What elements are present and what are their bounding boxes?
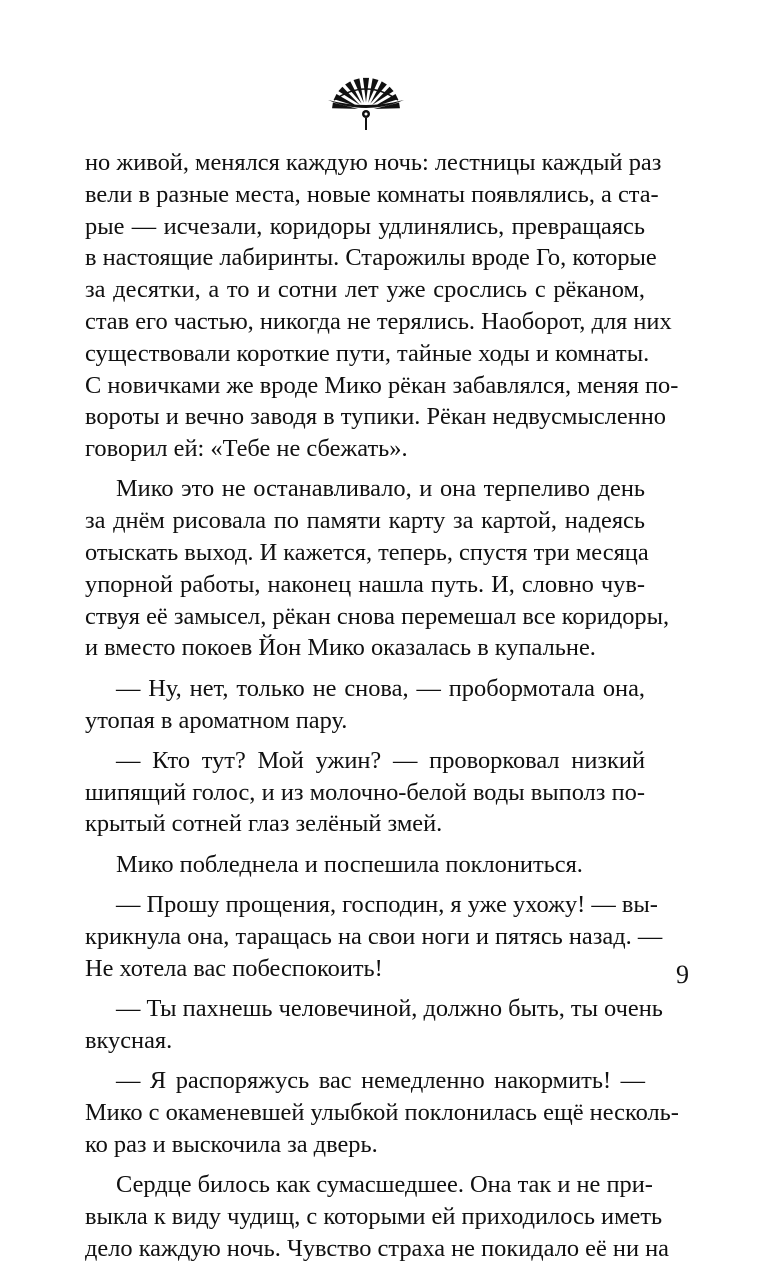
folding-fan-icon [324,70,408,132]
text-line: — Прошу прощения, господин, я уже ухожу! — вы- [85,889,645,921]
text-line: за днём рисовала по памяти карту за картой, надеясь [85,505,645,537]
paragraph-gap [85,840,645,849]
book-text [85,147,645,1264]
page-number: 9 [676,960,689,990]
text-line: — Я распоряжусь вас немедленно накормить! — [85,1065,645,1097]
text-line: выкла к виду чудищ, с которыми ей приходилось иметь [85,1201,645,1233]
text-line: ствуя её замысел, рёкан снова перемешал все коридоры, [85,601,645,633]
text-line: утопая в ароматном пару. [85,705,645,737]
paragraph [85,1065,645,1160]
text-line: и вместо покоев Йон Мико оказалась в купальне. [85,632,645,664]
text-line: Мико это не останавливало, и она терпеливо день [85,473,645,505]
paragraph-gap [85,984,645,993]
text-line: в настоящие лабиринты. Старожилы вроде Го, которые [85,242,645,274]
text-line: рые — исчезали, коридоры удлинялись, превращаясь [85,211,645,243]
paragraph-gap [85,664,645,673]
text-line: вели в разные места, новые комнаты появлялись, а ста- [85,179,645,211]
text-line: — Кто тут? Мой ужин? — проворковал низкий [85,745,645,777]
text-line: существовали короткие пути, тайные ходы и комнаты. [85,338,645,370]
text-line: крикнула она, таращась на свои ноги и пятясь назад. — [85,921,645,953]
text-line: Мико побледнела и поспешила поклониться. [85,849,645,881]
text-line: Сердце билось как сумасшедшее. Она так и не при- [85,1169,645,1201]
text-line: Не хотела вас побеспокоить! [85,953,645,985]
paragraph-gap [85,1057,645,1066]
paragraph [85,473,645,664]
fan-rib [363,78,369,103]
text-line: дело каждую ночь. Чувство страха не покидало её ни на [85,1233,645,1264]
text-line: вкусная. [85,1025,645,1057]
paragraph [85,1169,645,1264]
text-line: упорной работы, наконец нашла путь. И, словно чув- [85,569,645,601]
paragraph [85,889,645,984]
text-line: но живой, менялся каждую ночь: лестницы каждый раз [85,147,645,179]
paragraph-gap [85,1160,645,1169]
paragraph [85,849,645,881]
paragraph [85,147,645,465]
text-line: — Ты пахнешь человечиной, должно быть, ты очень [85,993,645,1025]
text-line: говорил ей: «Тебе не сбежать». [85,433,645,465]
text-line: вороты и вечно заводя в тупики. Рёкан недвусмысленно [85,401,645,433]
text-line: став его частью, никогда не терялись. Наоборот, для них [85,306,645,338]
text-line: шипящий голос, и из молочно-белой воды выполз по- [85,777,645,809]
text-line: — Ну, нет, только не снова, — пробормотала она, [85,673,645,705]
text-line: С новичками же вроде Мико рёкан забавлялся, меняя по- [85,370,645,402]
paragraph-gap [85,881,645,890]
text-line: за десятки, а то и сотни лет уже срослись с рёканом, [85,274,645,306]
text-line: Мико с окаменевшей улыбкой поклонилась ещё несколь- [85,1097,645,1129]
paragraph-gap [85,736,645,745]
paragraph [85,673,645,737]
paragraph [85,993,645,1057]
paragraph [85,745,645,840]
text-line: отыскать выход. И кажется, теперь, спустя три месяца [85,537,645,569]
paragraph-gap [85,465,645,474]
text-line: крытый сотней глаз зелёный змей. [85,808,645,840]
text-line: ко раз и выскочила за дверь. [85,1129,645,1161]
